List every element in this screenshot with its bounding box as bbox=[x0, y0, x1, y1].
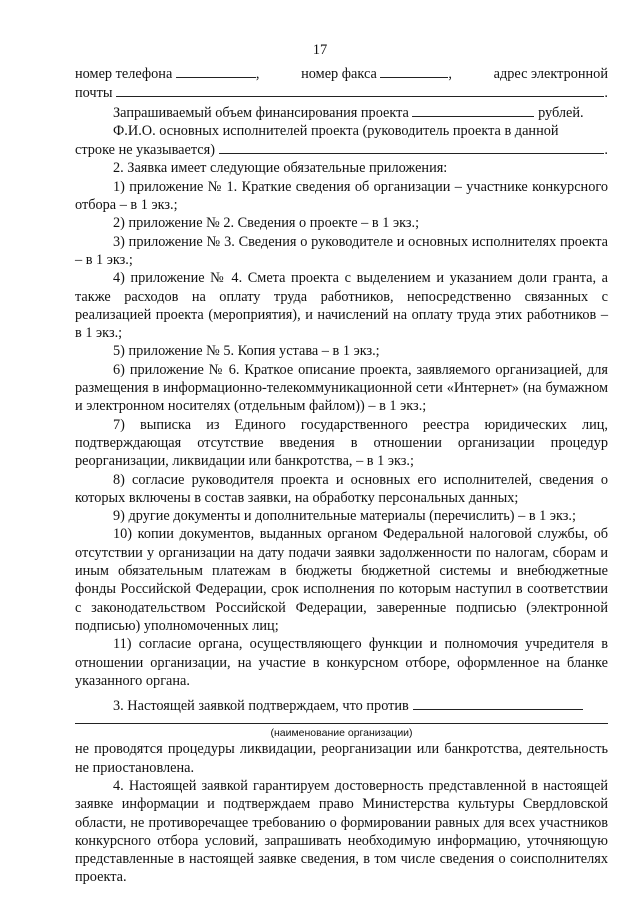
list-item: 2) приложение № 2. Сведения о проекте – в 1 экз.; bbox=[113, 215, 420, 232]
section3-lead-line bbox=[75, 696, 608, 715]
funding-field[interactable] bbox=[412, 103, 534, 117]
executors-line: строке не указывается) . bbox=[75, 142, 608, 159]
executors-field[interactable] bbox=[219, 140, 604, 154]
email-field[interactable] bbox=[116, 83, 604, 97]
funding-label: Запрашиваемый объем финансирования проекта bbox=[113, 104, 409, 121]
fax-field[interactable] bbox=[380, 64, 448, 78]
executors-text: Ф.И.О. основных исполнителей проекта (руководитель проекта в данной bbox=[113, 122, 559, 139]
email-label-cont: почты bbox=[75, 85, 113, 102]
funding-line bbox=[75, 103, 608, 122]
list-item: 9) другие документы и дополнительные материалы (перечислить) – в 1 экз.; bbox=[113, 508, 576, 525]
list-item: 1) приложение № 1. Краткие сведения об организации – участнике конкурсного отбора – в 1 экз.; bbox=[75, 178, 608, 214]
phone-label: номер телефона bbox=[75, 66, 173, 82]
list-item: 4) приложение № 4. Смета проекта с выделением и указанием доли гранта, а также расходов на оплату труда работников, непосредственно связанных с реализацией проекта (мероприятия), и начислений на оплату труда этих работников – в 1 экз.; bbox=[75, 270, 608, 342]
list-item: 11) согласие органа, осуществляющего функции и полномочия учредителя в отношении организации, на участие в конкурсном отборе, оформленное на бланке указанного органа. bbox=[75, 636, 608, 689]
organization-field[interactable] bbox=[413, 696, 583, 710]
organization-field-line[interactable] bbox=[75, 715, 608, 724]
list-item: 5) приложение № 5. Копия устава – в 1 экз.; bbox=[113, 343, 380, 360]
phone-field[interactable] bbox=[176, 64, 256, 78]
executors-label: строке не указывается) bbox=[75, 142, 215, 159]
contacts-line: номер телефона , номер факса , адрес электронной bbox=[75, 66, 608, 82]
email-label: адрес электронной bbox=[493, 66, 608, 82]
attachments-heading: 2. Заявка имеет следующие обязательные приложения: bbox=[113, 160, 448, 177]
document-body bbox=[75, 64, 608, 887]
fax-label: номер факса bbox=[301, 66, 377, 82]
organization-caption: (наименование организации) bbox=[270, 727, 413, 740]
funding-unit: рублей. bbox=[538, 104, 584, 121]
list-item: 7) выписка из Единого государственного реестра юридических лиц, подтверждающая отсутствие введения в отношении организации процедур реорганизации, ликвидации или банкротства, – в 1 экз.; bbox=[75, 416, 608, 470]
list-item: 6) приложение № 6. Краткое описание проекта, заявляемого организацией, для размещения в информационно-телекоммуникационной сети «Интернет» (на бумажном и электронном носителях (отдельным файлом)) – в 1 экз.; bbox=[75, 361, 608, 415]
list-item: 8) согласие руководителя проекта и основных его исполнителей, сведения о которых включены в состав заявки, на обработку персональных данных; bbox=[75, 471, 608, 506]
list-item: 3) приложение № 3. Сведения о руководителе и основных исполнителях проекта – в 1 экз.; bbox=[75, 233, 608, 268]
section3-text: не проводятся процедуры ликвидации, реорганизации или банкротства, деятельность не приостановлена. bbox=[75, 741, 608, 776]
list-item: 10) копии документов, выданных органом Федеральной налоговой службы, об отсутствии у организации на дату подачи заявки задолженности по налогам, сборам и иным обязательным платежам в бюджеты бюджетной системы и внебюджетные фонды Российской Федерации, срок исполнения по которым наступил в соответствии с законодательством Российской Федерации, заверенные подписью (электронной подписью) уполномоченных лиц; bbox=[75, 526, 608, 634]
email-line: почты . bbox=[75, 85, 608, 102]
page-number: 17 bbox=[312, 42, 328, 58]
attachments-list bbox=[75, 178, 608, 690]
section3-lead: 3. Настоящей заявкой подтверждаем, что против bbox=[113, 698, 409, 715]
section4-text: 4. Настоящей заявкой гарантируем достоверность представленной в настоящей заявке информации и подтверждаем право Министерства культуры Свердловской области, не противоречащее требованию о формировании равных для всех участников конкурсного отбора условий, запрашивать необходимую информацию, уточняющую представленные в настоящей заявке сведения, в том числе сведения о соисполнителях проекта. bbox=[75, 777, 608, 886]
